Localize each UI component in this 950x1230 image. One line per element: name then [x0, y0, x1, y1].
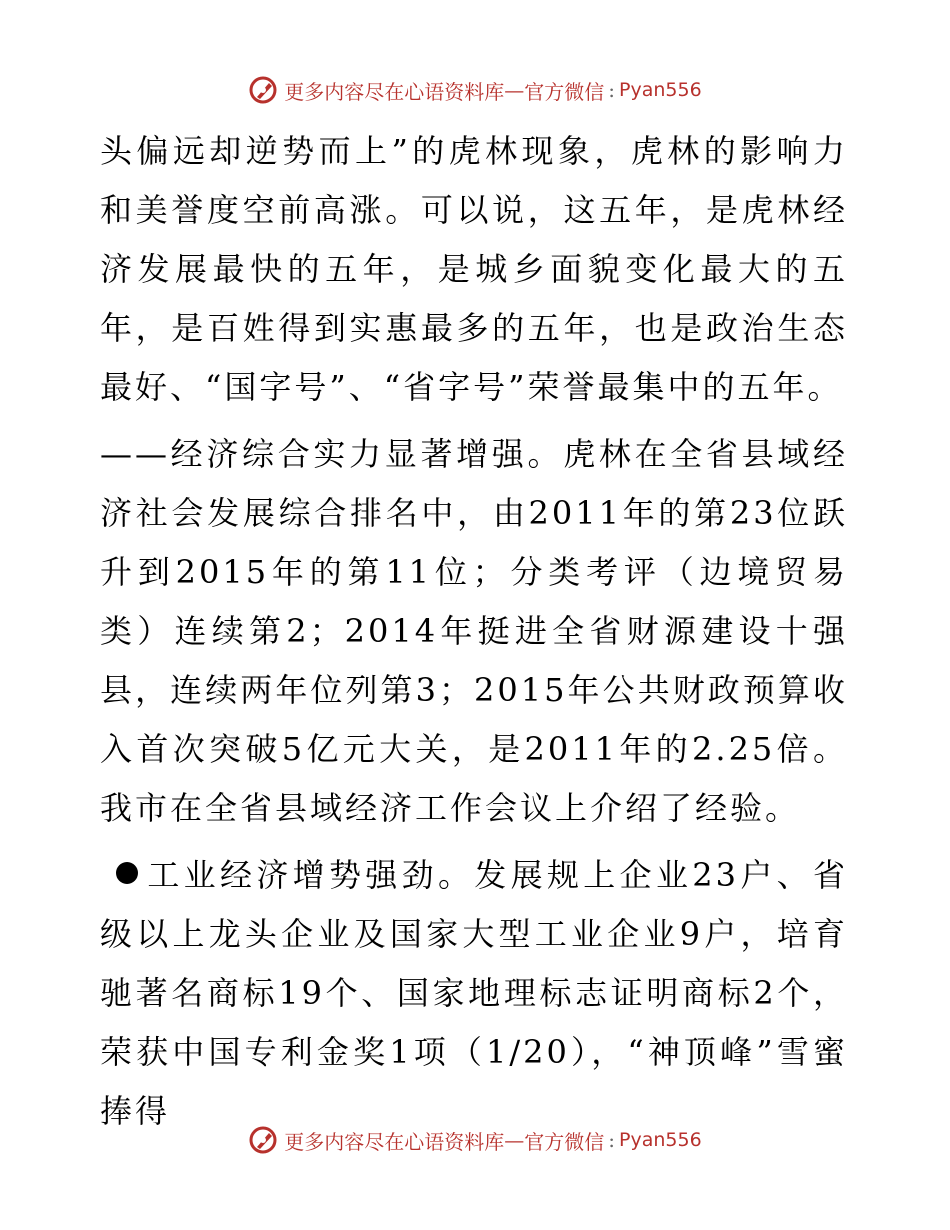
header-wechat-label: 官方微信 — [524, 79, 605, 104]
footer-banner-text: 更多内容尽在心语资料库 — [284, 1129, 505, 1154]
bullet-icon — [116, 862, 138, 884]
header-banner-text: 更多内容尽在心语资料库 — [284, 79, 505, 104]
header-wechat-id: Pyan556 — [619, 79, 702, 101]
paragraph-3 — [100, 846, 848, 1141]
pen-circle-icon — [248, 1125, 278, 1155]
header-separator: : — [608, 78, 616, 102]
paragraph-2-text: ——经济综合实力显著增强。虎林在全省县域经济社会发展综合排名中，由2011年的第23位跃升到2015年的第11位；分类考评（边境贸易类）连续第2；2014年挺进全省财源建设十强县，连续两年位列第3；2015年公共财政预算收入首次突破5亿元大关，是2011年的2.25倍。我市在全省县域经济工作会议上介绍了经验。 — [100, 435, 848, 827]
footer-watermark — [0, 1122, 950, 1158]
paragraph-1: 头偏远却逆势而上”的虎林现象，虎林的影响力和美誉度空前高涨。可以说，这五年，是虎林经济发展最快的五年，是城乡面貌变化最大的五年，是百姓得到实惠最多的五年，也是政治生态最好、“国字号”、“省字号”荣誉最集中的五年。 — [100, 132, 848, 406]
paragraph-3-text: 工业经济增势强劲。发展规上企业23户、省级以上龙头企业及国家大型工业企业9户，培育驰著名商标19个、国家地理标志证明商标2个，荣获中国专利金奖1项（1/20），“神顶峰”雪蜜捧得 — [100, 856, 848, 1130]
paragraph-2 — [100, 425, 848, 838]
document-body — [100, 122, 848, 1141]
header-watermark — [0, 72, 950, 108]
footer-wechat-label: 官方微信 — [524, 1129, 605, 1154]
header-banner-dash: — — [504, 78, 525, 102]
footer-wechat-id: Pyan556 — [619, 1129, 702, 1151]
footer-separator: : — [608, 1128, 616, 1152]
pen-circle-icon — [248, 75, 278, 105]
footer-banner-dash: — — [504, 1128, 525, 1152]
